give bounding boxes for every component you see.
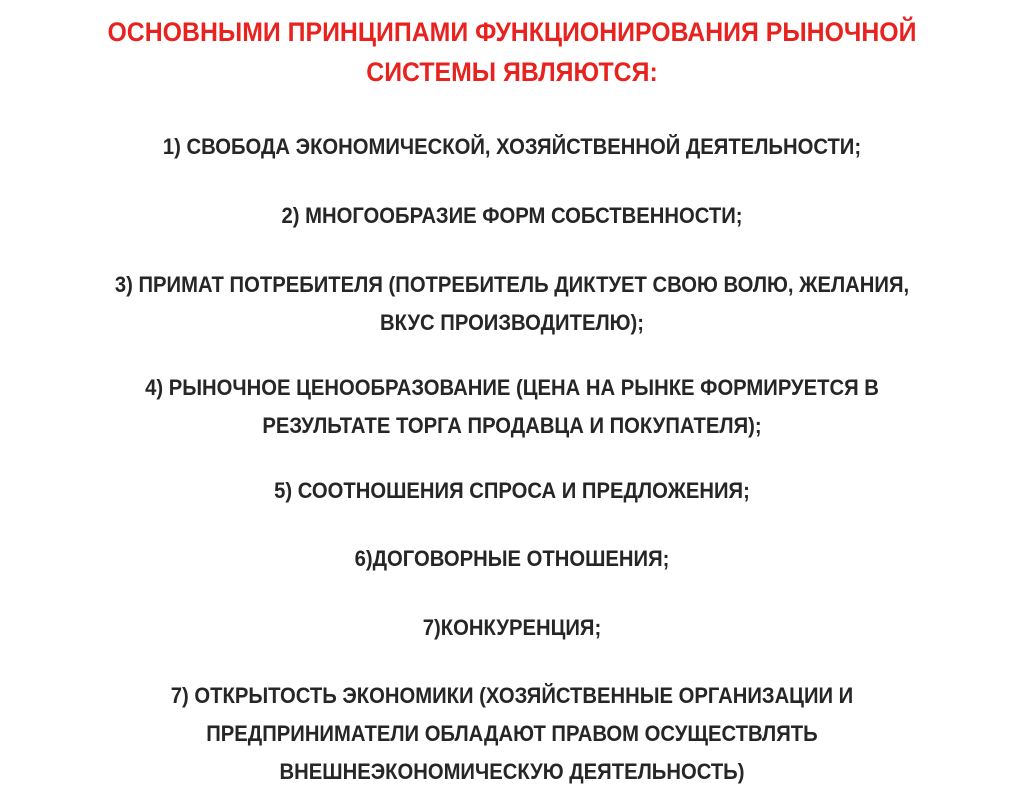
principle-text-line: ПРЕДПРИНИМАТЕЛИ ОБЛАДАЮТ ПРАВОМ ОСУЩЕСТВЛЯТЬ: [206, 721, 818, 746]
principle-item: [41, 128, 983, 166]
principle-text-line: РЕЗУЛЬТАТЕ ТОРГА ПРОДАВЦА И ПОКУПАТЕЛЯ);: [262, 413, 762, 438]
principle-text-line: 2) МНОГООБРАЗИЕ ФОРМ СОБСТВЕННОСТИ;: [281, 203, 743, 228]
principle-item: [41, 266, 983, 342]
principle-text-line: ВКУС ПРОИЗВОДИТЕЛЮ);: [379, 310, 645, 335]
principle-text-line: 5) СООТНОШЕНИЯ СПРОСА И ПРЕДЛОЖЕНИЯ;: [274, 478, 750, 503]
principle-item: [41, 369, 983, 445]
principle-text-line: 7)КОНКУРЕНЦИЯ;: [422, 615, 602, 640]
slide-title-line: ОСНОВНЫМИ ПРИНЦИПАМИ ФУНКЦИОНИРОВАНИЯ РЫНОЧНОЙ: [107, 17, 917, 47]
principle-text-line: 1) СВОБОДА ЭКОНОМИЧЕСКОЙ, ХОЗЯЙСТВЕННОЙ ДЕЯТЕЛЬНОСТИ;: [162, 134, 862, 159]
principle-text-line: 7) ОТКРЫТОСТЬ ЭКОНОМИКИ (ХОЗЯЙСТВЕННЫЕ ОРГАНИЗАЦИИ И: [170, 683, 854, 708]
principle-text-line: 3) ПРИМАТ ПОТРЕБИТЕЛЯ (ПОТРЕБИТЕЛЬ ДИКТУЕТ СВОЮ ВОЛЮ, ЖЕЛАНИЯ,: [114, 272, 910, 297]
principle-item: [41, 677, 983, 791]
principle-text-line: 4) РЫНОЧНОЕ ЦЕНООБРАЗОВАНИЕ (ЦЕНА НА РЫНКЕ ФОРМИРУЕТСЯ В: [145, 375, 879, 400]
principle-text-line: ВНЕШНЕЭКОНОМИЧЕСКУЮ ДЕЯТЕЛЬНОСТЬ): [279, 759, 745, 784]
principle-item: [41, 540, 983, 578]
principle-item: [41, 197, 983, 235]
principle-item: [41, 472, 983, 510]
principle-text-line: 6)ДОГОВОРНЫЕ ОТНОШЕНИЯ;: [354, 546, 670, 571]
slide-title: [41, 12, 983, 92]
principle-item: [41, 609, 983, 647]
slide-title-line: СИСТЕМЫ ЯВЛЯЮТСЯ:: [366, 57, 658, 87]
